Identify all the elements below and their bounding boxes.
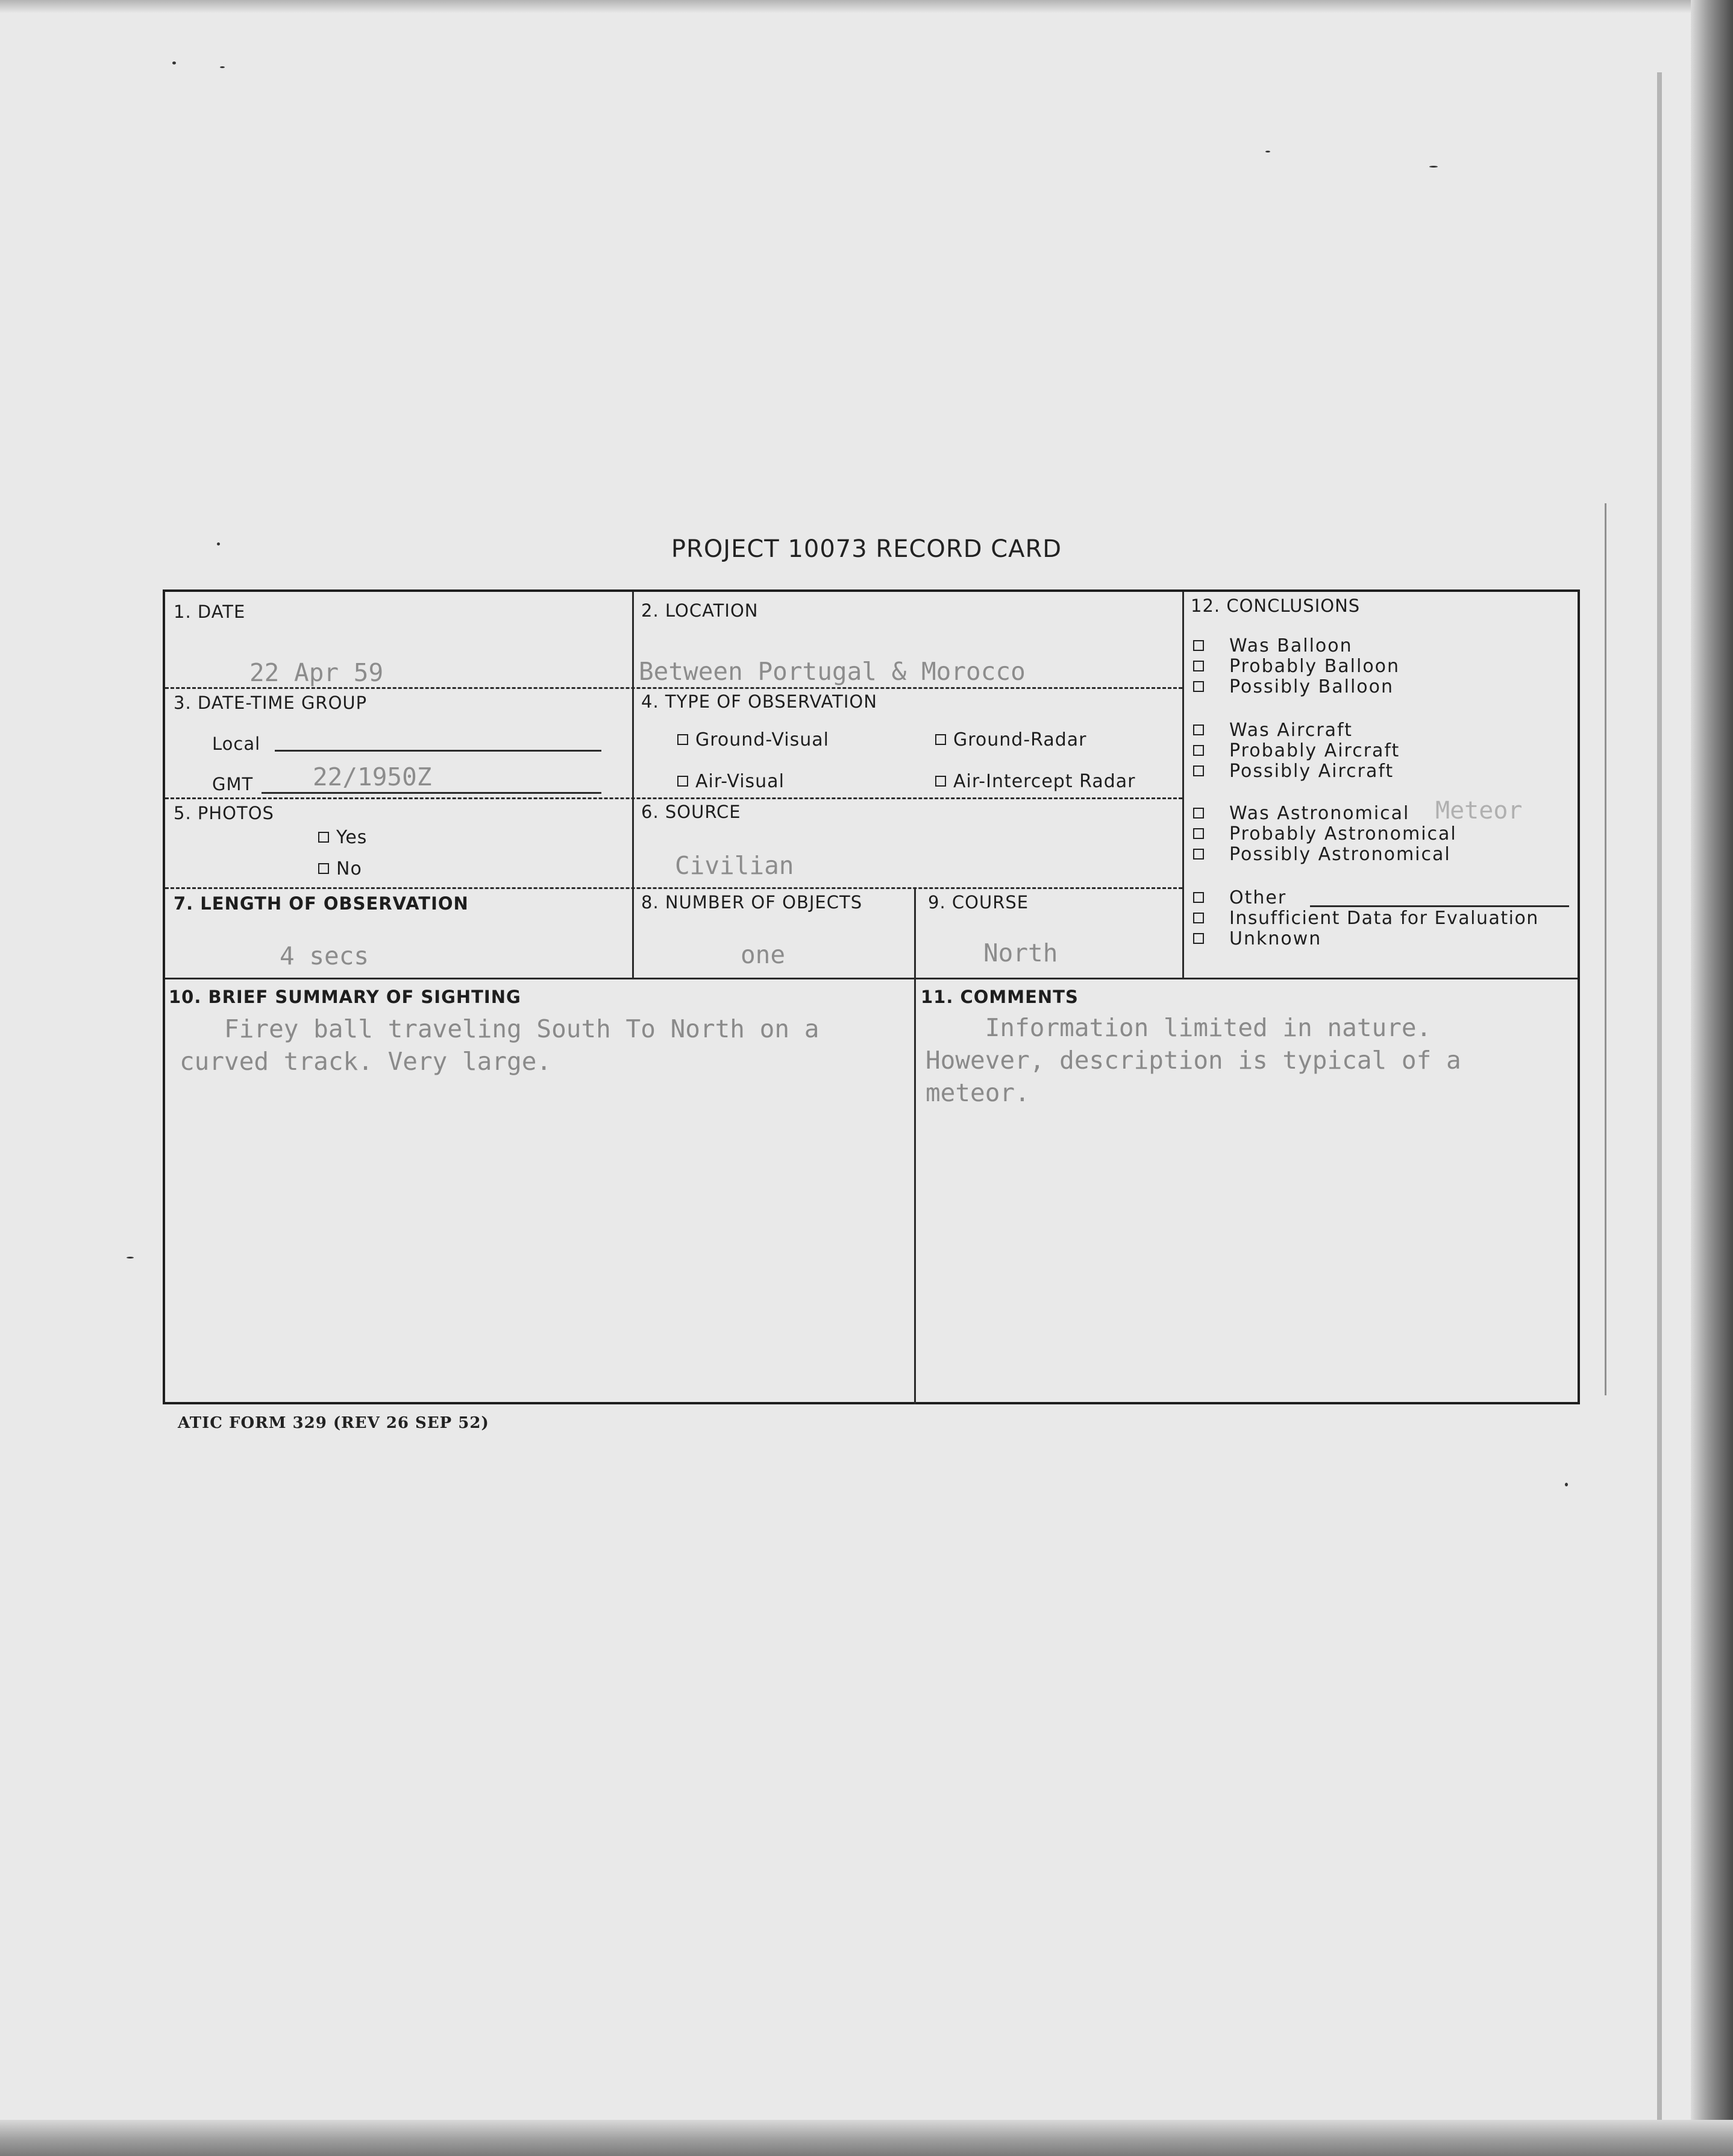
conclusion-label: Possibly Astronomical [1229,844,1451,865]
option-label: Ground-Visual [695,729,829,750]
conclusion-label: Other [1229,887,1287,908]
air-visual-option[interactable] [677,771,785,792]
astronomical-note: Meteor [1435,797,1523,825]
conclusion-other[interactable] [1193,887,1286,908]
conclusion-label: Insufficient Data for Evaluation [1229,908,1539,929]
checkbox[interactable] [1193,681,1204,692]
conclusion-label: Probably Balloon [1229,656,1400,677]
source-value: Civilian [675,851,794,880]
conclusion-was-aircraft[interactable] [1193,720,1353,741]
checkbox[interactable] [1193,913,1204,923]
conclusion-label: Was Aircraft [1229,720,1353,741]
gmt-label: GMT [212,774,254,794]
gmt-value: 22/1950Z [313,762,432,791]
conclusion-label: Probably Aircraft [1229,740,1400,761]
dust-speck [1565,1483,1568,1486]
location-label: 2. LOCATION [641,600,759,621]
type-obs-label: 4. TYPE OF OBSERVATION [641,691,877,712]
divider [165,687,1182,689]
local-label: Local [212,734,261,754]
comments-line-3: meteor. [926,1078,1030,1107]
dust-speck [220,66,225,68]
form-footer: ATIC FORM 329 (REV 26 SEP 52) [178,1414,489,1432]
conclusion-label: Was Balloon [1229,635,1353,656]
conclusion-label: Unknown [1229,928,1322,949]
summary-line-2: curved track. Very large. [180,1047,552,1076]
checkbox[interactable] [1193,661,1204,671]
checkbox[interactable] [1193,933,1204,944]
comments-line-2: However, description is typical of a [926,1046,1461,1075]
conclusion-possibly-astronomical[interactable] [1193,844,1451,865]
source-label: 6. SOURCE [641,802,741,822]
checkbox[interactable] [318,832,329,843]
checkbox[interactable] [677,734,688,745]
record-card [163,589,1580,1404]
conclusion-probably-aircraft[interactable] [1193,740,1400,761]
local-underline [275,750,601,752]
summary-label: 10. BRIEF SUMMARY OF SIGHTING [169,987,521,1007]
scan-edge-bottom [0,2120,1733,2156]
card-title: PROJECT 10073 RECORD CARD [671,535,1062,563]
objects-label: 8. NUMBER OF OBJECTS [641,892,863,913]
scan-edge-right [1691,0,1733,2156]
conclusion-unknown[interactable] [1193,928,1321,949]
option-label: Air-Visual [695,771,785,792]
air-intercept-radar-option[interactable] [935,771,1135,792]
ground-visual-option[interactable] [677,729,829,750]
photos-no-option[interactable] [318,858,362,879]
checkbox[interactable] [1193,828,1204,839]
date-label: 1. DATE [174,602,246,622]
photos-label: 5. PHOTOS [174,803,274,823]
divider [165,978,1578,979]
checkbox[interactable] [1193,745,1204,756]
conclusion-insufficient-data[interactable] [1193,908,1539,929]
length-label: 7. LENGTH OF OBSERVATION [174,893,469,914]
option-label: Yes [336,827,368,848]
conclusion-possibly-aircraft[interactable] [1193,761,1394,782]
checkbox[interactable] [935,734,946,745]
comments-label: 11. COMMENTS [921,987,1079,1007]
location-value: Between Portugal & Morocco [639,657,1026,686]
course-value: North [983,938,1058,967]
divider [632,887,634,978]
checkbox[interactable] [1193,808,1204,819]
divider [1182,592,1184,978]
divider [165,887,1182,889]
checkbox[interactable] [1193,640,1204,651]
date-value: 22 Apr 59 [249,658,384,687]
conclusion-was-astronomical[interactable] [1193,803,1409,824]
summary-line-1: Firey ball traveling South To North on a [180,1014,819,1043]
ground-radar-option[interactable] [935,729,1087,750]
divider [165,797,1182,799]
gmt-underline [262,792,601,794]
divider [914,887,916,1404]
scan-edge-top [0,0,1733,13]
dust-speck [127,1257,134,1259]
divider [632,592,634,887]
checkbox[interactable] [1193,765,1204,776]
course-label: 9. COURSE [928,892,1029,913]
conclusion-label: Probably Astronomical [1229,823,1457,844]
page-fold-line [1605,503,1606,1395]
option-label: Ground-Radar [953,729,1087,750]
conclusions-label: 12. CONCLUSIONS [1191,596,1361,616]
conclusion-label: Was Astronomical [1229,803,1410,824]
checkbox[interactable] [1193,849,1204,860]
objects-value: one [741,940,786,969]
scan-edge-shadow [1657,72,1662,2122]
conclusion-probably-balloon[interactable] [1193,656,1400,677]
dust-speck [1429,166,1438,168]
checkbox[interactable] [935,776,946,787]
conclusion-label: Possibly Balloon [1229,676,1394,697]
conclusion-probably-astronomical[interactable] [1193,823,1457,844]
comments-line-1: Information limited in nature. [926,1013,1432,1042]
option-label: Air-Intercept Radar [953,771,1136,792]
option-label: No [336,858,362,879]
checkbox[interactable] [1193,892,1204,903]
conclusion-possibly-balloon[interactable] [1193,676,1394,697]
checkbox[interactable] [318,863,329,874]
photos-yes-option[interactable] [318,827,367,848]
other-underline [1310,905,1569,907]
datetime-label: 3. DATE-TIME GROUP [174,693,368,713]
conclusion-label: Possibly Aircraft [1229,761,1394,782]
conclusion-was-balloon[interactable] [1193,635,1353,656]
length-value: 4 secs [280,941,369,970]
checkbox[interactable] [1193,724,1204,735]
dust-speck [172,61,176,64]
checkbox[interactable] [677,776,688,787]
dust-speck [1265,151,1270,152]
